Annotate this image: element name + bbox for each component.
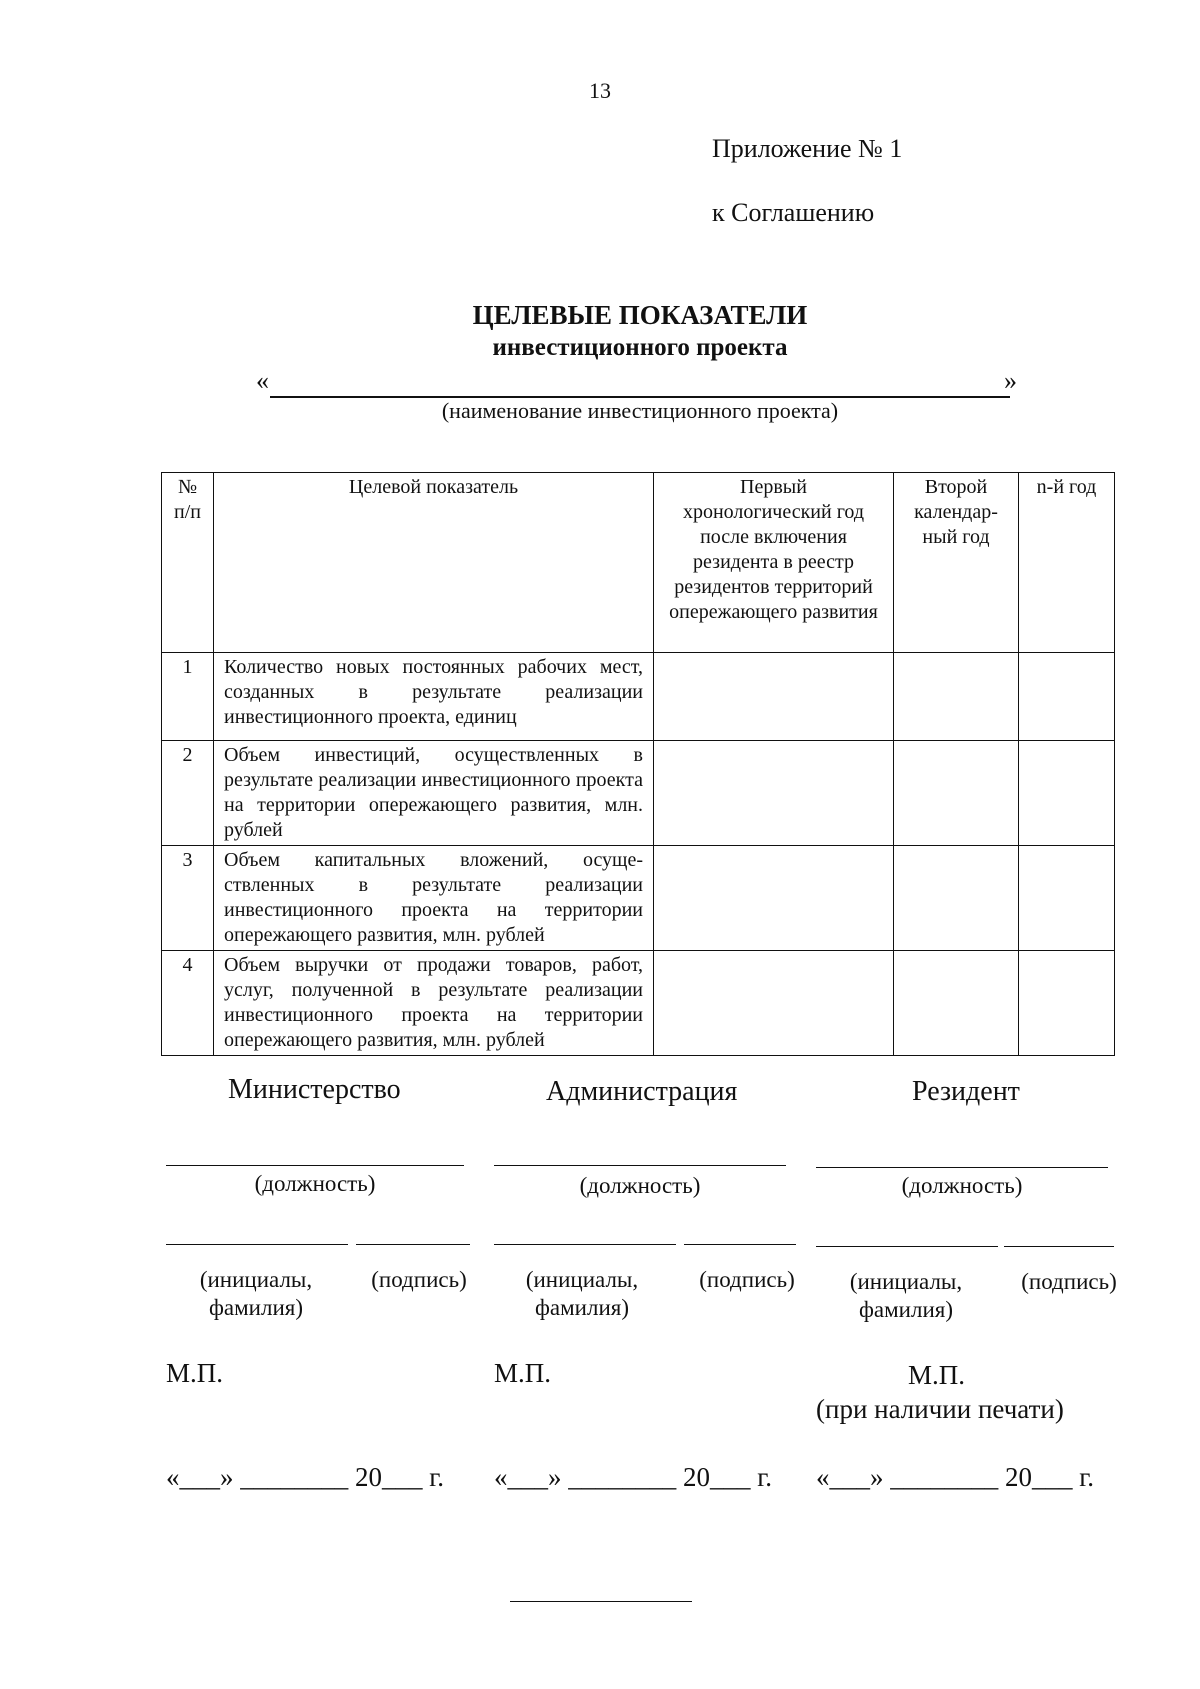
party-ministry: Министерство: [228, 1074, 401, 1105]
header-nth-year: n-й год: [1019, 473, 1115, 653]
quote-close: »: [1004, 366, 1017, 395]
table-header-row: [162, 473, 1115, 653]
header-num: № п/п: [162, 473, 214, 653]
row-indicator: Объем капитальных вложений, осуще-ствленных в результате реализации инвестиционного проекта на территории опережающего развития, млн. рублей: [214, 846, 654, 951]
header-indicator: Целевой показатель: [214, 473, 654, 653]
cell-nth-year: [1019, 653, 1115, 741]
resident-initials-line: [816, 1246, 998, 1247]
party-resident: Резидент: [912, 1076, 1020, 1107]
resident-initials-caption: (инициалы, фамилия): [849, 1269, 963, 1322]
cell-nth-year: [1019, 846, 1115, 951]
end-separator-line: [510, 1601, 692, 1602]
resident-signature-line: [1004, 1246, 1114, 1247]
cell-first-year: [654, 741, 894, 846]
administration-initials-line: [494, 1244, 676, 1245]
ministry-signature-caption: (подпись): [371, 1267, 467, 1292]
appendix-label: Приложение № 1: [712, 134, 903, 163]
administration-seal-label: М.П.: [494, 1358, 552, 1388]
resident-date-field: «___» ________ 20___ г.: [816, 1462, 1095, 1492]
row-indicator: Объем выручки от продажи товаров, работ, услуг, полученной в результате реализации инвестиционного проекта на территории опережающего развития, млн. рублей: [214, 951, 654, 1056]
quote-open: «: [256, 366, 269, 395]
table-row: [162, 951, 1115, 1056]
header-first-year: Первый хронологический год после включения резидента в реестр резидентов территорий опережающего развития: [654, 473, 894, 653]
ministry-initials-caption: (инициалы, фамилия): [199, 1267, 313, 1320]
table-row: [162, 846, 1115, 951]
target-indicators-table: [161, 472, 1115, 1056]
header-second-year: Второй календар-ный год: [894, 473, 1019, 653]
ministry-initials-line: [166, 1244, 348, 1245]
row-indicator: Объем инвестиций, осуществленных в результате реализации инвестиционного проекта на территории опережающего развития, млн. рублей: [214, 741, 654, 846]
resident-signature-caption: (подпись): [1021, 1269, 1117, 1294]
resident-position-line: [816, 1167, 1108, 1168]
administration-date-field: «___» ________ 20___ г.: [494, 1462, 773, 1492]
cell-second-year: [894, 951, 1019, 1056]
document-title: ЦЕЛЕВЫЕ ПОКАЗАТЕЛИ: [472, 300, 808, 330]
row-number: 4: [162, 951, 214, 1056]
cell-first-year: [654, 653, 894, 741]
project-name-caption: (наименование инвестиционного проекта): [441, 398, 839, 423]
cell-second-year: [894, 653, 1019, 741]
page-number: 13: [589, 78, 611, 103]
administration-initials-caption: (инициалы, фамилия): [525, 1267, 639, 1320]
resident-seal-note: (при наличии печати): [816, 1394, 1064, 1424]
administration-position-caption: (должность): [579, 1173, 701, 1198]
ministry-position-line: [166, 1165, 464, 1166]
agreement-reference: к Соглашению: [712, 198, 875, 227]
row-number: 3: [162, 846, 214, 951]
ministry-signature-line: [356, 1244, 470, 1245]
ministry-seal-label: М.П.: [166, 1358, 224, 1388]
cell-nth-year: [1019, 951, 1115, 1056]
row-number: 1: [162, 653, 214, 741]
row-number: 2: [162, 741, 214, 846]
document-subtitle: инвестиционного проекта: [492, 334, 788, 361]
table-row: [162, 653, 1115, 741]
cell-second-year: [894, 741, 1019, 846]
party-administration: Администрация: [546, 1076, 738, 1107]
ministry-date-field: «___» ________ 20___ г.: [166, 1462, 445, 1492]
table-row: [162, 741, 1115, 846]
administration-signature-caption: (подпись): [699, 1267, 795, 1292]
cell-nth-year: [1019, 741, 1115, 846]
administration-position-line: [494, 1165, 786, 1166]
administration-signature-line: [684, 1244, 796, 1245]
ministry-position-caption: (должность): [254, 1171, 376, 1196]
resident-seal-label: М.П.: [908, 1360, 966, 1390]
resident-position-caption: (должность): [901, 1173, 1023, 1198]
cell-first-year: [654, 951, 894, 1056]
cell-second-year: [894, 846, 1019, 951]
cell-first-year: [654, 846, 894, 951]
row-indicator: Количество новых постоянных рабочих мест, созданных в результате реализации инвестиционного проекта, единиц: [214, 653, 654, 741]
